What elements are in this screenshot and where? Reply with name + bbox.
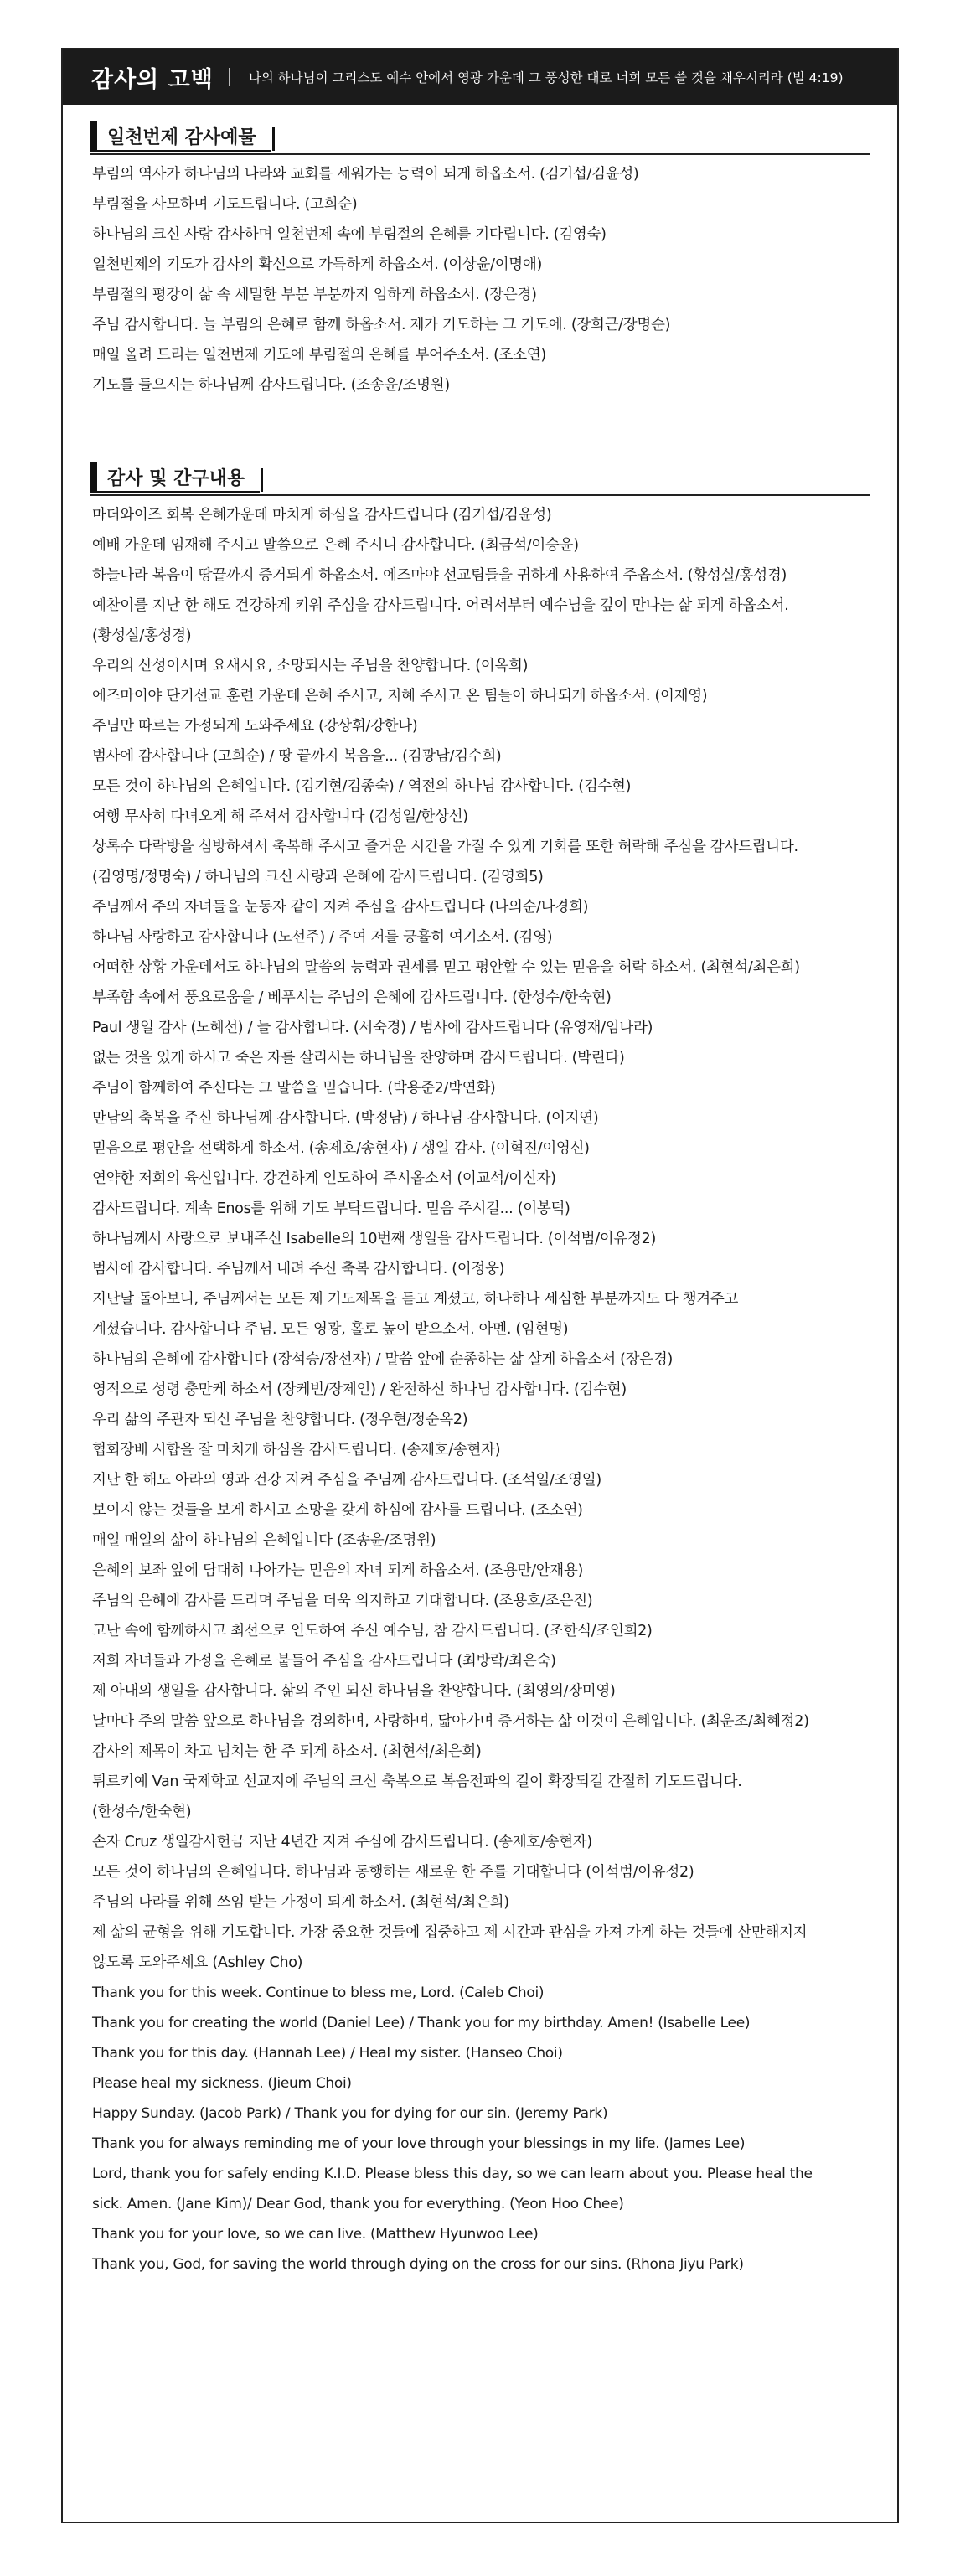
list-item: Thank you for creating the world (Daniel Lee) / Thank you for my birthday. Amen! (Isabelle Lee): [92, 2015, 751, 2031]
section-divider: [90, 494, 870, 496]
list-item: 우리의 산성이시며 요새시요, 소망되시는 주님을 찬양합니다. (이옥희): [92, 658, 529, 674]
list-item: 하나님의 은혜에 감사합니다 (장석승/장선자) / 말씀 앞에 순종하는 삶 살게 하옵소서 (장은경): [92, 1351, 673, 1368]
header-separator: [229, 68, 230, 86]
list-item: 감사의 제목이 차고 넘치는 한 주 되게 하소서. (최현석/최은희): [92, 1743, 482, 1760]
list-item: 예배 가운데 임재해 주시고 말씀으로 은혜 주시니 감사합니다. (최금석/이승윤): [92, 537, 579, 554]
list-item: Happy Sunday. (Jacob Park) / Thank you for dying for our sin. (Jeremy Park): [92, 2105, 608, 2122]
list-item: 감사드립니다. 계속 Enos를 위해 기도 부탁드립니다. 믿음 주시길... (이봉덕): [92, 1200, 570, 1217]
heading-rule-end: [272, 127, 275, 151]
section-divider: [90, 153, 870, 155]
list-item: 기도를 들으시는 하나님께 감사드립니다. (조송윤/조명원): [92, 377, 450, 394]
list-item: 믿음으로 평안을 선택하게 하소서. (송제호/송현자) / 생일 감사. (이혁진/이영신): [92, 1140, 590, 1157]
list-item: 마더와이즈 회복 은혜가운데 마치게 하심을 감사드립니다 (김기섭/김윤성): [92, 507, 552, 524]
list-item: 만남의 축복을 주신 하나님께 감사합니다. (박정남) / 하나님 감사합니다. (이지연): [92, 1110, 599, 1127]
list-item: 일천번제의 기도가 감사의 확신으로 가득하게 하옵소서. (이상윤/이명애): [92, 256, 543, 273]
list-item: 영적으로 성령 충만케 하소서 (장케빈/장제인) / 완전하신 하나님 감사합니다. (김수현): [92, 1381, 627, 1398]
list-item: 에즈마이야 단기선교 훈련 가운데 은혜 주시고, 지혜 주시고 온 팀들이 하나되게 하옵소서. (이재영): [92, 688, 708, 705]
list-item: 않도록 도와주세요 (Ashley Cho): [92, 1954, 303, 1971]
list-item: 협회장배 시합을 잘 마치게 하심을 감사드립니다. (송제호/송현자): [92, 1442, 501, 1458]
list-item: Lord, thank you for safely ending K.I.D. Please bless this day, so we can learn about you. Please heal the: [92, 2166, 813, 2182]
list-item: 튀르키예 Van 국제학교 선교지에 주님의 크신 축복으로 복음전파의 길이 확장되길 간절히 기도드립니다.: [92, 1773, 742, 1790]
section-title: 감사 및 간구내용: [107, 467, 245, 489]
list-item: 주님의 나라를 위해 쓰임 받는 가정이 되게 하소서. (최현석/최은희): [92, 1894, 509, 1911]
list-item: Thank you for your love, so we can live. (Matthew Hyunwoo Lee): [92, 2226, 539, 2243]
list-item: 은혜의 보좌 앞에 담대히 나아가는 믿음의 자녀 되게 하옵소서. (조용만/안재용): [92, 1562, 584, 1579]
list-item: 지난날 돌아보니, 주님께서는 모든 제 기도제목을 듣고 계셨고, 하나하나 세심한 부분까지도 다 챙겨주고: [92, 1291, 739, 1308]
list-item: 손자 Cruz 생일감사헌금 지난 4년간 지켜 주심에 감사드립니다. (송제호/송현자): [92, 1834, 592, 1851]
list-item: 날마다 주의 말씀 앞으로 하나님을 경외하며, 사랑하며, 닮아가며 증거하는 삶 이것이 은혜입니다. (최운조/최혜정2): [92, 1713, 809, 1730]
list-item: 모든 것이 하나님의 은혜입니다. 하나님과 동행하는 새로운 한 주를 기대합니다 (이석범/이유정2): [92, 1864, 694, 1881]
list-item: 매일 올려 드리는 일천번제 기도에 부림절의 은혜를 부어주소서. (조소연): [92, 347, 546, 364]
list-item: Please heal my sickness. (Jieum Choi): [92, 2075, 352, 2092]
list-item: 부족함 속에서 풍요로움을 / 베푸시는 주님의 은혜에 감사드립니다. (한성수/한숙현): [92, 989, 612, 1006]
list-item: 범사에 감사합니다 (고희순) / 땅 끝까지 복음을... (김광남/김수희): [92, 748, 502, 765]
list-item: 제 아내의 생일을 감사합니다. 삶의 주인 되신 하나님을 찬양합니다. (최영의/장미영): [92, 1683, 616, 1700]
list-item: 우리 삶의 주관자 되신 주님을 찬양합니다. (정우현/정순옥2): [92, 1412, 468, 1428]
list-item: Thank you for always reminding me of your love through your blessings in my life. (James Lee): [92, 2135, 746, 2152]
heading-bar: [90, 462, 97, 492]
list-item: 제 삶의 균형을 위해 기도합니다. 가장 중요한 것들에 집중하고 제 시간과 관심을 가져 가게 하는 것들에 산만해지지: [92, 1924, 808, 1941]
list-item: 부림절을 사모하며 기도드립니다. (고희순): [92, 196, 358, 213]
list-item: Thank you, God, for saving the world through dying on the cross for our sins. (Rhona Jiyu Park): [92, 2256, 744, 2273]
list-item: 하늘나라 복음이 땅끝까지 증거되게 하옵소서. 에즈마야 선교팀들을 귀하게 사용하여 주옵소서. (황성실/홍성경): [92, 567, 787, 584]
header-verse: 나의 하나님이 그리스도 예수 안에서 영광 가운데 그 풍성한 대로 너희 모든 쓸 것을 채우시리라 (빌 4:19): [248, 70, 844, 85]
list-item: 하나님 사랑하고 감사합니다 (노선주) / 주여 저를 긍휼히 여기소서. (김영): [92, 929, 553, 946]
list-item: Paul 생일 감사 (노혜선) / 늘 감사합니다. (서숙경) / 범사에 감사드립니다 (유영재/임나라): [92, 1020, 653, 1036]
list-item: Thank you for this week. Continue to bless me, Lord. (Caleb Choi): [92, 1985, 545, 2001]
section-heading-thousand-offering: [90, 121, 271, 151]
list-item: 어떠한 상황 가운데서도 하나님의 말씀의 능력과 권세를 믿고 평안할 수 있는 믿음을 허락 하소서. (최현석/최은희): [92, 959, 800, 976]
list-item: 모든 것이 하나님의 은혜입니다. (김기현/김종숙) / 역전의 하나님 감사합니다. (김수현): [92, 778, 632, 795]
list-item: 고난 속에 함께하시고 최선으로 인도하여 주신 예수님, 참 감사드립니다. (조한식/조인희2): [92, 1623, 653, 1639]
list-item: 보이지 않는 것들을 보게 하시고 소망을 갖게 하심에 감사를 드립니다. (조소연): [92, 1502, 583, 1519]
list-item: 저희 자녀들과 가정을 은혜로 붙들어 주심을 감사드립니다 (최방락/최은숙): [92, 1653, 556, 1670]
list-item: 부림절의 평강이 삶 속 세밀한 부분 부분까지 임하게 하옵소서. (장은경): [92, 287, 537, 303]
list-item: 부림의 역사가 하나님의 나라와 교회를 세워가는 능력이 되게 하옵소서. (김기섭/김윤성): [92, 166, 639, 183]
heading-rule-end: [261, 468, 263, 492]
list-item: 주님께서 주의 자녀들을 눈동자 같이 지켜 주심을 감사드립니다 (나의순/나경희): [92, 899, 589, 916]
section-title: 일천번제 감사예물: [107, 126, 256, 148]
list-item: 계셨습니다. 감사합니다 주님. 모든 영광, 홀로 높이 받으소서. 아멘. (임현명): [92, 1321, 569, 1338]
list-item: 여행 무사히 다녀오게 해 주셔서 감사합니다 (김성일/한상선): [92, 808, 468, 825]
list-item: 주님 감사합니다. 늘 부림의 은혜로 함께 하옵소서. 제가 기도하는 그 기도에. (장희근/장명순): [92, 317, 671, 333]
list-item: 주님만 따르는 가정되게 도와주세요 (강상휘/강한나): [92, 718, 418, 735]
list-item: 매일 매일의 삶이 하나님의 은혜입니다 (조송윤/조명원): [92, 1532, 436, 1549]
thanks-list: [92, 500, 876, 2279]
list-item: (한성수/한숙현): [92, 1804, 192, 1820]
list-item: 하나님께서 사랑으로 보내주신 Isabelle의 10번째 생일을 감사드립니다. (이석범/이유정2): [92, 1231, 656, 1247]
list-item: 주님의 은혜에 감사를 드리며 주님을 더욱 의지하고 기대합니다. (조용호/조은진): [92, 1593, 593, 1609]
offering-list: [92, 159, 876, 400]
heading-underline: [90, 150, 271, 152]
heading-underline: [90, 491, 260, 493]
list-item: 주님이 함께하여 주신다는 그 말씀을 믿습니다. (박용준2/박연화): [92, 1080, 496, 1097]
page-header: [63, 49, 897, 105]
list-item: 예찬이를 지난 한 해도 건강하게 키워 주심을 감사드립니다. 어려서부터 예수님을 깊이 만나는 삶 되게 하옵소서.: [92, 597, 789, 614]
gratitude-bulletin-page: [61, 48, 899, 2523]
page-title: 감사의 고백: [91, 66, 214, 93]
list-item: 지난 한 해도 아라의 영과 건강 지켜 주심을 주님께 감사드립니다. (조석일/조영일): [92, 1472, 601, 1489]
list-item: 연약한 저희의 육신입니다. 강건하게 인도하여 주시옵소서 (이교석/이신자): [92, 1170, 556, 1187]
list-item: (황성실/홍성경): [92, 627, 192, 644]
section-heading-thanks-requests: [90, 462, 260, 492]
list-item: 없는 것을 있게 하시고 죽은 자를 살리시는 하나님을 찬양하며 감사드립니다. (박린다): [92, 1050, 625, 1066]
list-item: 상록수 다락방을 심방하셔서 축복해 주시고 즐거운 시간을 가질 수 있게 기회를 또한 허락해 주심을 감사드립니다.: [92, 839, 798, 855]
list-item: 범사에 감사합니다. 주님께서 내려 주신 축복 감사합니다. (이정웅): [92, 1261, 505, 1278]
list-item: (김영명/정명숙) / 하나님의 크신 사랑과 은혜에 감사드립니다. (김영희5): [92, 869, 544, 885]
list-item: 하나님의 크신 사랑 감사하며 일천번제 속에 부림절의 은혜를 기다립니다. (김영숙): [92, 226, 607, 243]
heading-bar: [90, 121, 97, 151]
list-item: Thank you for this day. (Hannah Lee) / Heal my sister. (Hanseo Choi): [92, 2045, 563, 2062]
list-item: sick. Amen. (Jane Kim)/ Dear God, thank you for everything. (Yeon Hoo Chee): [92, 2196, 624, 2212]
